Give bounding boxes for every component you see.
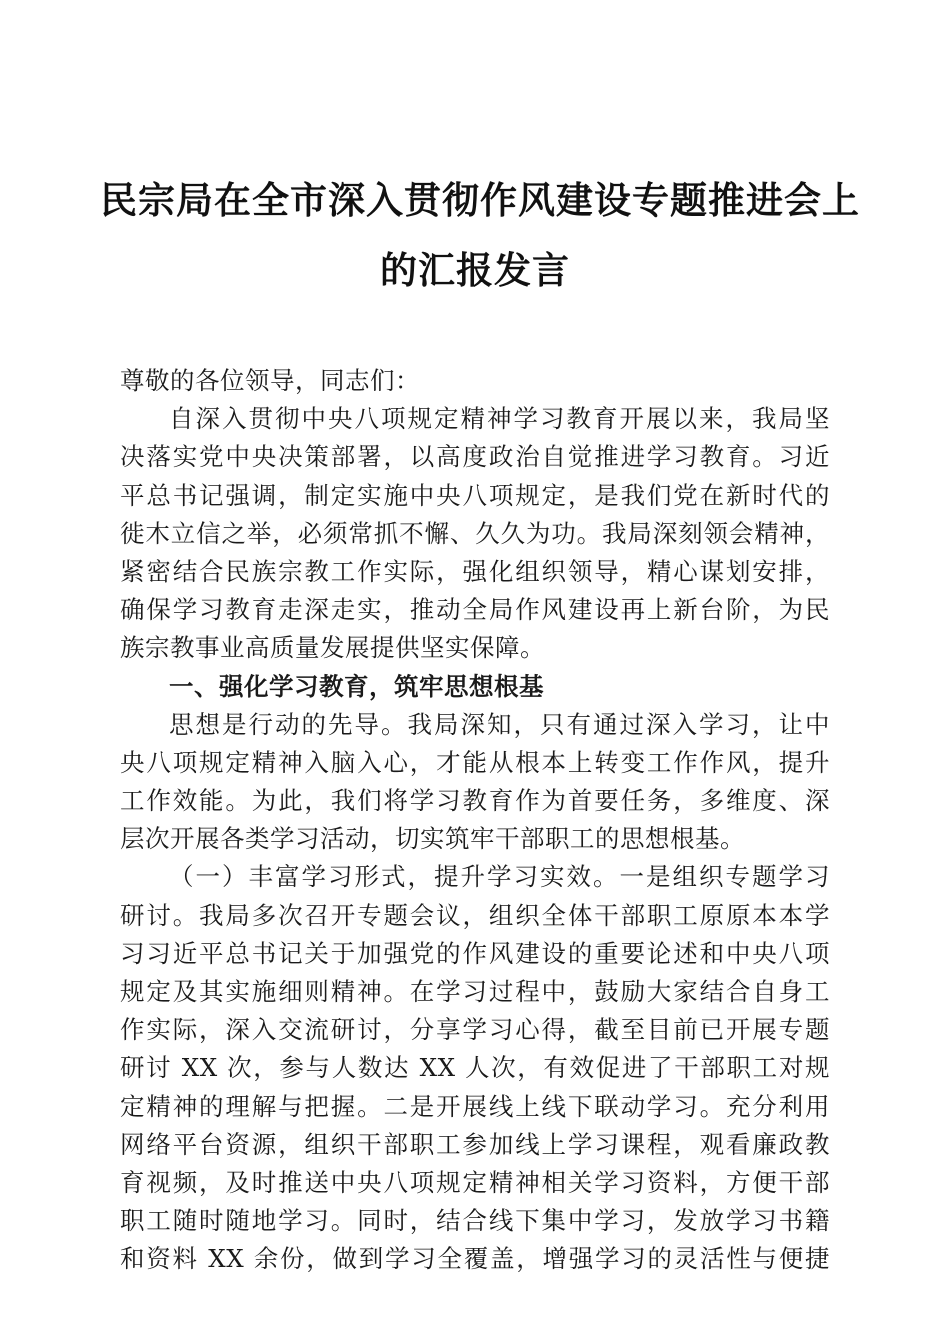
salutation: 尊敬的各位领导，同志们：	[120, 366, 420, 395]
document-title-line-2: 的汇报发言	[380, 248, 570, 292]
paragraph-3-line: 作实际，深入交流研讨，分享学习心得，截至目前已开展专题	[120, 1015, 830, 1045]
paragraph-1-line: 徙木立信之举，必须常抓不懈、久久为功。我局深刻领会精神，	[120, 518, 830, 548]
paragraph-2-line: 工作效能。为此，我们将学习教育作为首要任务，多维度、深	[120, 786, 830, 816]
paragraph-2-line: 层次开展各类学习活动，切实筑牢干部职工的思想根基。	[120, 824, 745, 854]
paragraph-2-line: 央八项规定精神入脑入心，才能从根本上转变工作作风，提升	[120, 747, 830, 777]
document-title-line-1: 民宗局在全市深入贯彻作风建设专题推进会上	[100, 178, 860, 222]
paragraph-1-line: 族宗教事业高质量发展提供坚实保障。	[120, 633, 545, 663]
paragraph-3-line: 研讨。我局多次召开专题会议，组织全体干部职工原原本本学	[120, 900, 830, 930]
section-heading-1: 一、强化学习教育，筑牢思想根基	[169, 671, 544, 701]
paragraph-1-line: 决落实党中央决策部署，以高度政治自觉推进学习教育。习近	[120, 442, 830, 472]
paragraph-2-line: 思想是行动的先导。我局深知，只有通过深入学习，让中	[169, 709, 830, 739]
paragraph-1-line: 确保学习教育走深走实，推动全局作风建设再上新台阶，为民	[120, 595, 830, 625]
paragraph-3-line: 定精神的理解与把握。二是开展线上线下联动学习。充分利用	[120, 1091, 830, 1121]
paragraph-3-line: 习习近平总书记关于加强党的作风建设的重要论述和中央八项	[120, 938, 830, 968]
paragraph-3-line: 和资料 XX 余份，做到学习全覆盖，增强学习的灵活性与便捷	[120, 1244, 830, 1274]
paragraph-3-line: 育视频，及时推送中央八项规定精神相关学习资料，方便干部	[120, 1167, 830, 1197]
paragraph-3-line: 职工随时随地学习。同时，结合线下集中学习，发放学习书籍	[120, 1206, 830, 1236]
paragraph-3-line: （一）丰富学习形式，提升学习实效。一是组织专题学习	[169, 862, 830, 892]
paragraph-1-line: 自深入贯彻中央八项规定精神学习教育开展以来，我局坚	[169, 404, 830, 434]
paragraph-1-line: 平总书记强调，制定实施中央八项规定，是我们党在新时代的	[120, 480, 830, 510]
paragraph-1-line: 紧密结合民族宗教工作实际，强化组织领导，精心谋划安排，	[120, 556, 830, 586]
paragraph-3-line: 规定及其实施细则精神。在学习过程中，鼓励大家结合自身工	[120, 977, 830, 1006]
paragraph-3-line: 网络平台资源，组织干部职工参加线上学习课程，观看廉政教	[120, 1129, 830, 1159]
paragraph-3-line: 研讨 XX 次，参与人数达 XX 人次，有效促进了干部职工对规	[120, 1053, 830, 1083]
document-body	[120, 362, 830, 1279]
